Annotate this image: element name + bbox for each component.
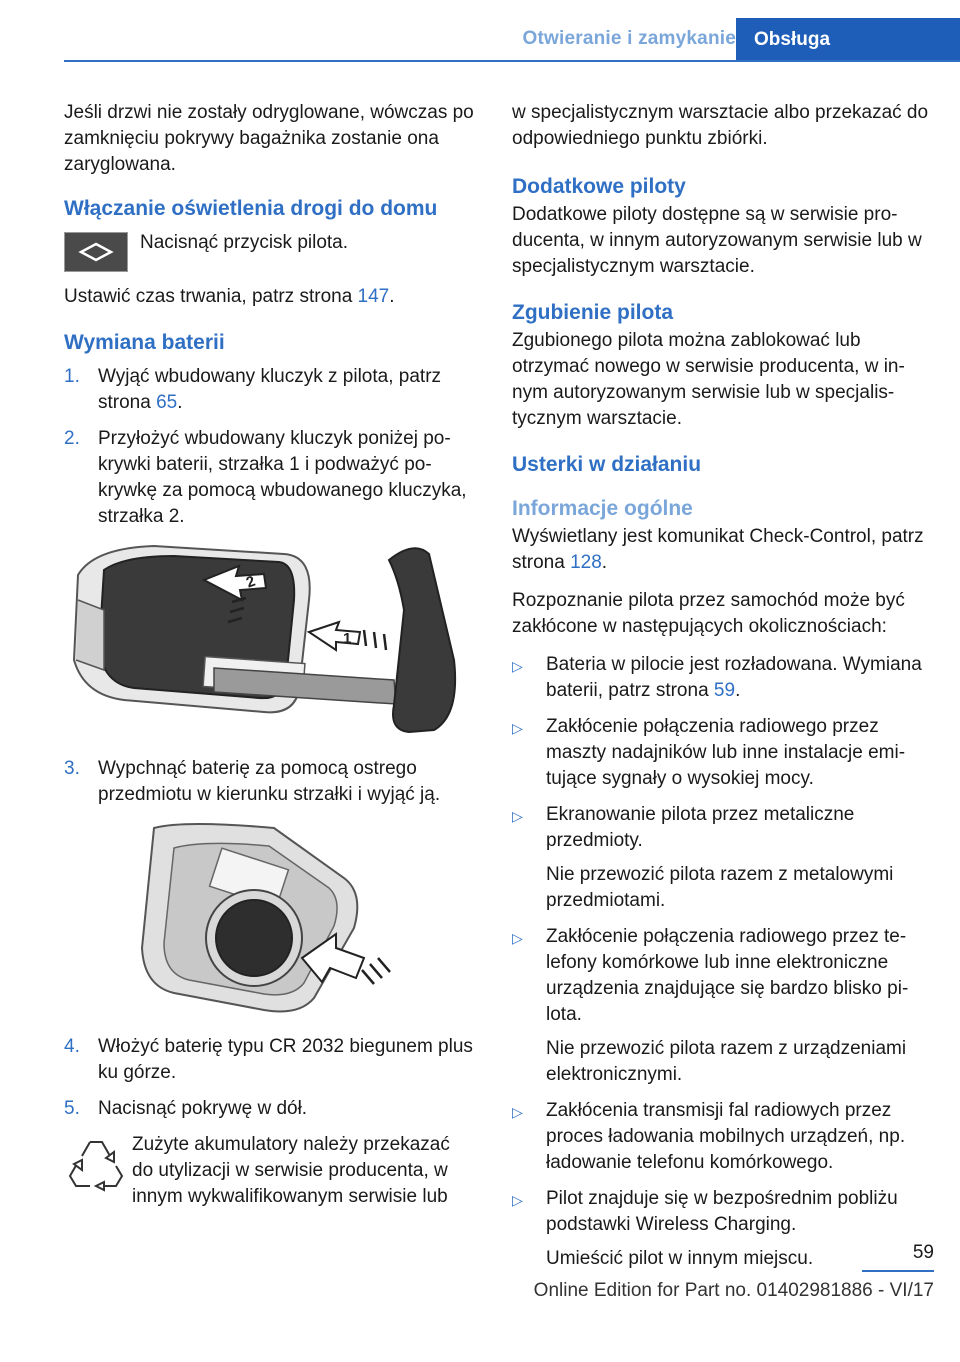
header-rule	[64, 60, 960, 62]
step-item	[64, 1034, 474, 1086]
general-info-text: Wyświetlany jest komunikat Check-Control, patrz strona	[512, 526, 924, 573]
general-info-suffix: .	[601, 552, 608, 573]
list-item-body: Pilot znajduje się w bezpośrednim pobliżu podstawki Wireless Charging.	[546, 1188, 898, 1235]
list-item-body: Zakłócenie połączenia radiowego przez telefony komórkowe lub inne elektroniczne urządzenia znajdujące się bardzo blisko pilota.	[546, 926, 909, 1025]
list-item-suffix: .	[735, 680, 741, 701]
step-text-body: Wyjąć wbudowany kluczyk z pilota, patrz strona	[98, 366, 442, 413]
battery-heading: Wymiana baterii	[64, 331, 225, 354]
continued-paragraph: w specjalistycznym warsztacie albo przekazać do odpowiedniego punktu zbiórki.	[512, 102, 929, 149]
lost-remote-text: Zgubionego pilota można zablokować lub otrzymać nowego w serwisie producenta, w innym autoryzowanym serwisie lub w specjalistycznym warsztacie.	[512, 330, 905, 429]
remote-light-button-icon	[64, 232, 128, 272]
remote-button-row	[64, 230, 474, 272]
bullet-triangle-icon: ▷	[512, 720, 523, 736]
recycling-note	[64, 1132, 474, 1210]
page-link-59[interactable]: 59	[713, 680, 736, 701]
step-text: Włożyć baterię typu CR 2032 biegunem plus ku górze.	[98, 1036, 473, 1083]
light-heading: Włączanie oświetlenia drogi do domu	[64, 197, 438, 220]
key-removal-figure	[64, 540, 464, 740]
page-footer	[0, 1242, 960, 1362]
duration-paragraph	[64, 284, 474, 310]
step-number: 5.	[64, 1098, 80, 1119]
step-item	[64, 364, 474, 416]
left-column	[64, 100, 474, 1210]
lost-remote-heading: Zgubienie pilota	[512, 301, 673, 324]
battery-steps-continued	[64, 756, 474, 808]
edition-note: Online Edition for Part no. 01402981886 - VI/17	[533, 1280, 934, 1301]
list-item	[512, 652, 932, 704]
list-item-text	[546, 652, 932, 704]
list-item	[512, 714, 932, 792]
general-info-heading: Informacje ogólne	[512, 497, 693, 520]
footer-rule	[862, 1270, 934, 1272]
page-link-128[interactable]: 128	[570, 552, 602, 573]
general-info-paragraph	[512, 524, 932, 576]
step-item	[64, 426, 474, 530]
step-text	[98, 364, 474, 416]
list-item-body: Ekranowanie pilota przez metaliczne przedmioty.	[546, 804, 855, 851]
list-item-advice: Umieścić pilot w innym miejscu.	[546, 1248, 814, 1269]
right-column	[512, 100, 932, 1282]
bullet-triangle-icon: ▷	[512, 808, 523, 824]
extra-remotes-heading: Dodatkowe piloty	[512, 175, 686, 198]
list-item-text: Zakłócenie połączenia radiowego przez maszty nadajników lub inne instalacje emitujące sygnały o wysokiej mocy.	[546, 716, 906, 789]
interference-list	[512, 652, 932, 1272]
page-number: 59	[912, 1242, 934, 1263]
step-number: 2.	[64, 428, 80, 449]
step-text: Wypchnąć baterię za pomocą ostrego przedmiotu w kierunku strzałki i wyjąć ją.	[98, 758, 441, 805]
step-item	[64, 1096, 474, 1122]
page-link-65[interactable]: 65	[156, 392, 178, 413]
step-text: Przyłożyć wbudowany kluczyk poniżej pokrywki baterii, strzałka 1 i podważyć pokrywkę za pomocą wbudowanego kluczyka, strzałka 2.	[98, 428, 467, 527]
bullet-triangle-icon: ▷	[512, 1192, 523, 1208]
list-item-body: Bateria w pilocie jest rozładowana. Wymiana baterii, patrz strona	[546, 654, 922, 701]
chapter-tab: Obsługa	[736, 18, 960, 62]
battery-removal-figure	[64, 818, 464, 1018]
intro-paragraph: Jeśli drzwi nie zostały odryglowane, wówczas po zamknięciu pokrywy bagażnika zostanie ona zaryglowana.	[64, 102, 474, 175]
list-item-advice: Nie przewozić pilota razem z urządzeniami elektronicznymi.	[546, 1038, 907, 1085]
press-button-text: Nacisnąć przycisk pilota.	[140, 232, 349, 253]
arrow-label-1: 1	[343, 630, 352, 647]
recycling-text: Zużyte akumulatory należy przekazać do utylizacji w serwisie producenta, w innym wykwalifikowanym serwisie lub	[132, 1134, 450, 1207]
list-item	[512, 1098, 932, 1176]
list-item	[512, 802, 932, 914]
list-item-text: Zakłócenia transmisji fal radiowych przez proces ładowania mobilnych urządzeń, np. ładowanie telefonu komórkowego.	[546, 1100, 906, 1173]
recognition-text: Rozpoznanie pilota przez samochód może być zakłócone w następujących okolicznościach:	[512, 590, 905, 637]
bullet-triangle-icon: ▷	[512, 1104, 523, 1120]
extra-remotes-text: Dodatkowe piloty dostępne są w serwisie producenta, w innym autoryzowanym serwisie lub w specjalistycznym warsztacie.	[512, 204, 922, 277]
faults-heading: Usterki w działaniu	[512, 453, 702, 476]
duration-suffix: .	[389, 286, 395, 307]
step-text: Nacisnąć pokrywę w dół.	[98, 1098, 308, 1119]
list-item	[512, 924, 932, 1088]
step-item	[64, 756, 474, 808]
bullet-triangle-icon: ▷	[512, 930, 523, 946]
list-item-advice: Nie przewozić pilota razem z metalowymi przedmiotami.	[546, 864, 894, 911]
page-link-147[interactable]: 147	[357, 286, 390, 307]
list-item-text	[546, 924, 932, 1088]
recycle-icon	[64, 1132, 128, 1196]
step-number: 1.	[64, 366, 80, 387]
bullet-triangle-icon: ▷	[512, 658, 523, 674]
step-text-suffix: .	[177, 392, 183, 413]
step-number: 3.	[64, 758, 80, 779]
duration-text: Ustawić czas trwania, patrz strona	[64, 286, 358, 307]
arrow-label-2: 2	[243, 572, 258, 592]
section-title: Otwieranie i zamykanie	[522, 28, 736, 49]
battery-steps-final	[64, 1034, 474, 1122]
page-header	[64, 0, 960, 62]
battery-steps	[64, 364, 474, 530]
step-number: 4.	[64, 1036, 80, 1057]
list-item-text	[546, 802, 932, 914]
